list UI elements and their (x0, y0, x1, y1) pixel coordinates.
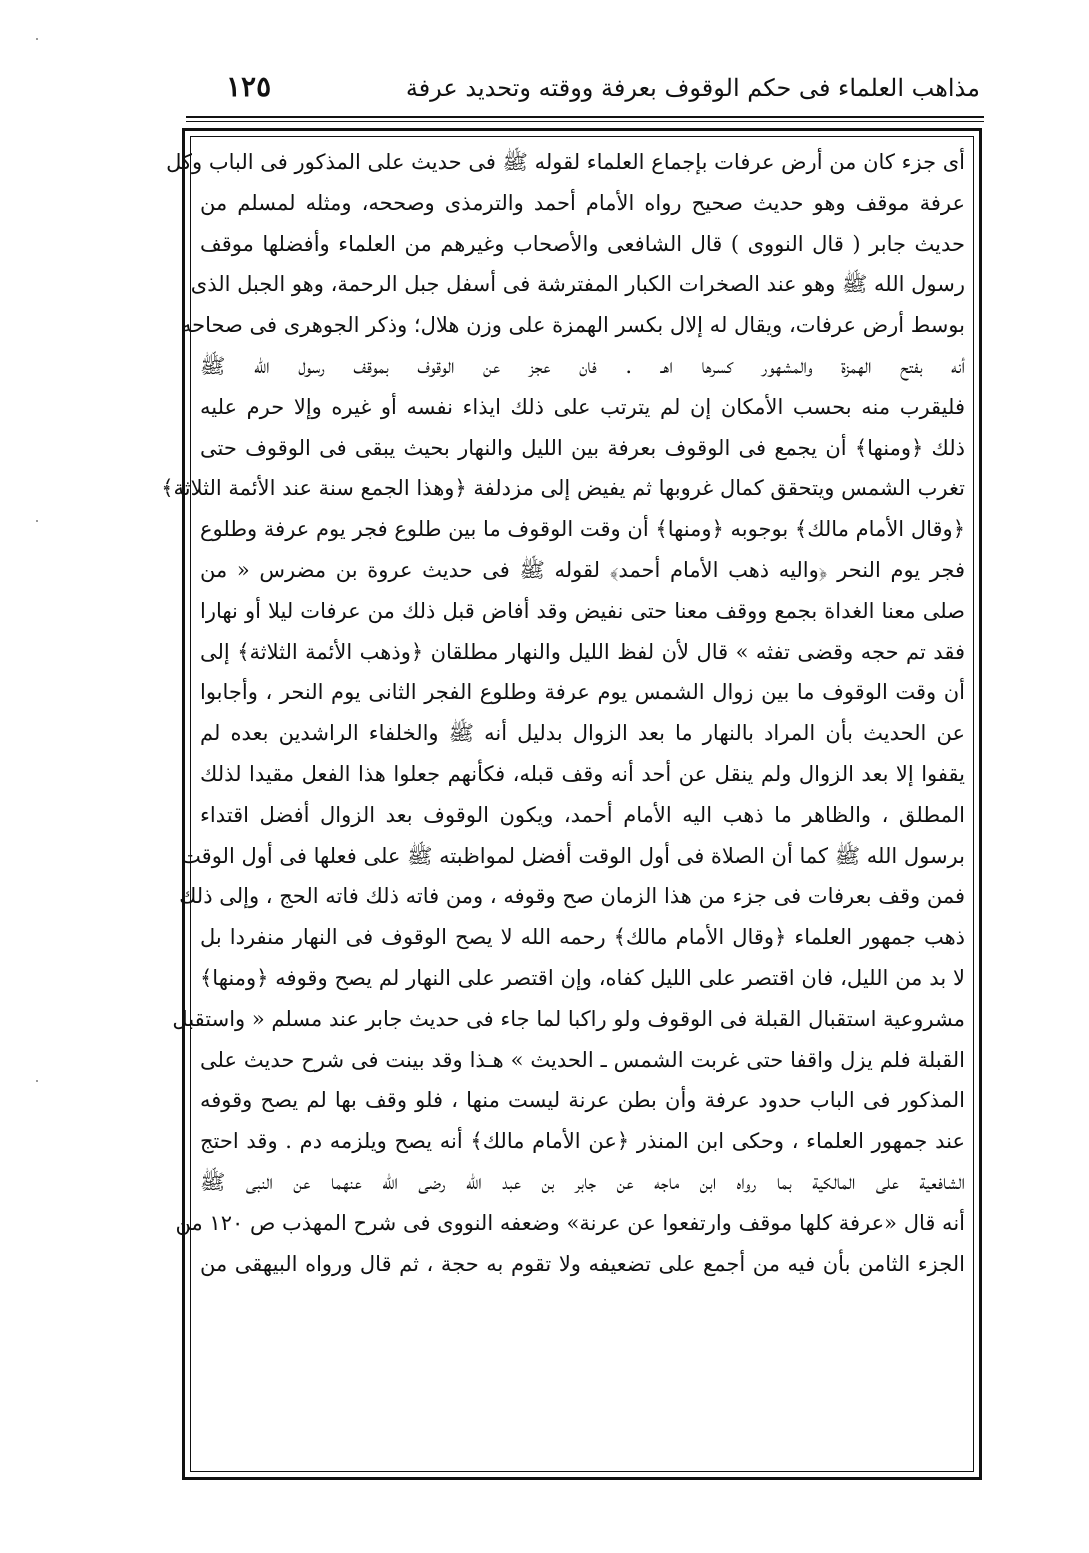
text-line: حديث جابر ( قال النووى ) قال الشافعى والأصحاب وغيرهم من العلماء وأفضلها موقف (200, 231, 965, 256)
text-line: برسول الله ﷺ كما أن الصلاة فى أول الوقت أفضل لمواظبته ﷺ على فعلها فى أول الوقت (181, 843, 965, 868)
header-rule (186, 116, 984, 118)
text-line: بوسط أرض عرفات، ويقال له إلال بكسر الهمزة على وزن هلال؛ وذكر الجوهرى فى صحاحه (180, 313, 965, 338)
running-title: مذاهب العلماء فى حكم الوقوف بعرفة ووقته وتحديد عرفة (405, 74, 980, 102)
text-line: ذهب جمهور العلماء ﴿وقال الأمام مالك﴾ رحمه الله لا يصح الوقوف فى النهار منفردا بل (200, 925, 965, 950)
text-line: فمن وقف بعرفات فى جزء من هذا الزمان صح وقوفه ، ومن فاته ذلك فاته الحج ، وإلى ذلك (179, 884, 965, 909)
text-line: يقفوا إلا بعد الزوال ولم ينقل عن أحد أنه وقف قبله، فكأنهم جعلوا هذا الفعل مقيدا لذلك (200, 761, 965, 786)
text-line: صلى معنا الغداة بجمع ووقف معنا حتى نفيض وقد أفاض قبل ذلك من عرفات ليلا أو نهارا (200, 598, 965, 623)
text-line: المذكور فى الباب حدود عرفة وأن بطن عرنة ليست منها ، فلو وقف بها لم يصح وقوفه (200, 1088, 965, 1113)
text-line: أنه بفتح الهمزة والمشهور كسرها اهـ . فان عجز عن الوقوف بموقف رسول الله ﷺ (200, 353, 965, 378)
text-line: أنه قال «عرفة كلها موقف وارتفعوا عن عرنة» وضعفه النووى فى شرح المهذب ص ١٢٠ من (175, 1210, 965, 1235)
page-header (190, 60, 980, 116)
scan-mark (36, 1080, 38, 1082)
text-line: الشافعية على المالكية بما رواه ابن ماجه عن جابر بن عبد الله رضى الله عنهما عن النبى ﷺ (200, 1169, 965, 1194)
scan-mark (36, 38, 38, 40)
text-line: تغرب الشمس ويتحقق كمال غروبها ثم يفيض إلى مزدلفة ﴿وهذا الجمع سنة عند الأئمة الثلاثة﴾ (161, 476, 965, 501)
text-line: المطلق ، والظاهر ما ذهب اليه الأمام أحمد، ويكون الوقوف بعد الزوال أفضل اقتداء (200, 802, 965, 827)
text-line: مشروعية استقبال القبلة فى الوقوف ولو راكبا لما جاء فى حديث جابر عند مسلم « واستقبل (172, 1006, 965, 1031)
text-line: لا بد من الليل، فان اقتصر على الليل كفاه، وإن اقتصر على النهار لم يصح وقوفه ﴿ومنها﴾ (200, 965, 965, 990)
header-rule (186, 121, 984, 122)
body-text (161, 142, 965, 1325)
text-line: ذلك ﴿ومنها﴾ أن يجمع فى الوقوف بعرفة بين الليل والنهار بحيث يبقى فى الوقوف حتى (200, 435, 965, 460)
text-line: أى جزء كان من أرض عرفات بإجماع العلماء لقوله ﷺ فى حديث على المذكور فى الباب وكل (166, 150, 965, 174)
text-line: الجزء الثامن بأن فيه من أجمع على تضعيفه ولا تقوم به حجة ، ثم قال ورواه البيهقى من (200, 1251, 965, 1276)
text-line: عرفة موقف وهو حديث صحيح رواه الأمام أحمد والترمذى وصححه، ومثله لمسلم من (200, 190, 965, 215)
text-line: فقد تم حجه وقضى تفثه » قال لأن لفظ الليل والنهار مطلقان ﴿وذهب الأئمة الثلاثة﴾ إلى (200, 639, 965, 664)
text-line: رسول الله ﷺ وهو عند الصخرات الكبار المفترشة فى أسفل جبل الرحمة، وهو الجبل الذى (190, 272, 965, 297)
text-line: القبلة فلم يزل واقفا حتى غربت الشمس ـ الحديث » هـذا وقد بينت فى شرح حديث على (200, 1047, 965, 1072)
scan-mark (36, 520, 38, 522)
text-line: فليقرب منه بحسب الأمكان إن لم يترتب على ذلك ايذاء نفسه أو غيره وإلا حرم عليه (200, 394, 965, 419)
text-line: عند جمهور العلماء ، وحكى ابن المنذر ﴿عن الأمام مالك﴾ أنه يصح ويلزمه دم . وقد احتج (200, 1129, 965, 1154)
text-line (200, 1284, 965, 1325)
text-line: ﴿وقال الأمام مالك﴾ بوجوبه ﴿ومنها﴾ أن وقت الوقوف ما بين طلوع فجر يوم عرفة وطلوع (200, 517, 965, 542)
text-line: أن وقت الوقوف ما بين زوال الشمس يوم عرفة وطلوع الفجر الثانى يوم النحر ، وأجابوا (200, 680, 965, 705)
text-line: عن الحديث بأن المراد بالنهار ما بعد الزوال بدليل أنه ﷺ والخلفاء الراشدين بعده لم (200, 721, 965, 746)
text-line: فجر يوم النحر ﴿واليه ذهب الأمام أحمد﴾ لقوله ﷺ فى حديث عروة بن مضرس « من (200, 557, 965, 582)
page-number: ١٢٥ (226, 70, 272, 103)
